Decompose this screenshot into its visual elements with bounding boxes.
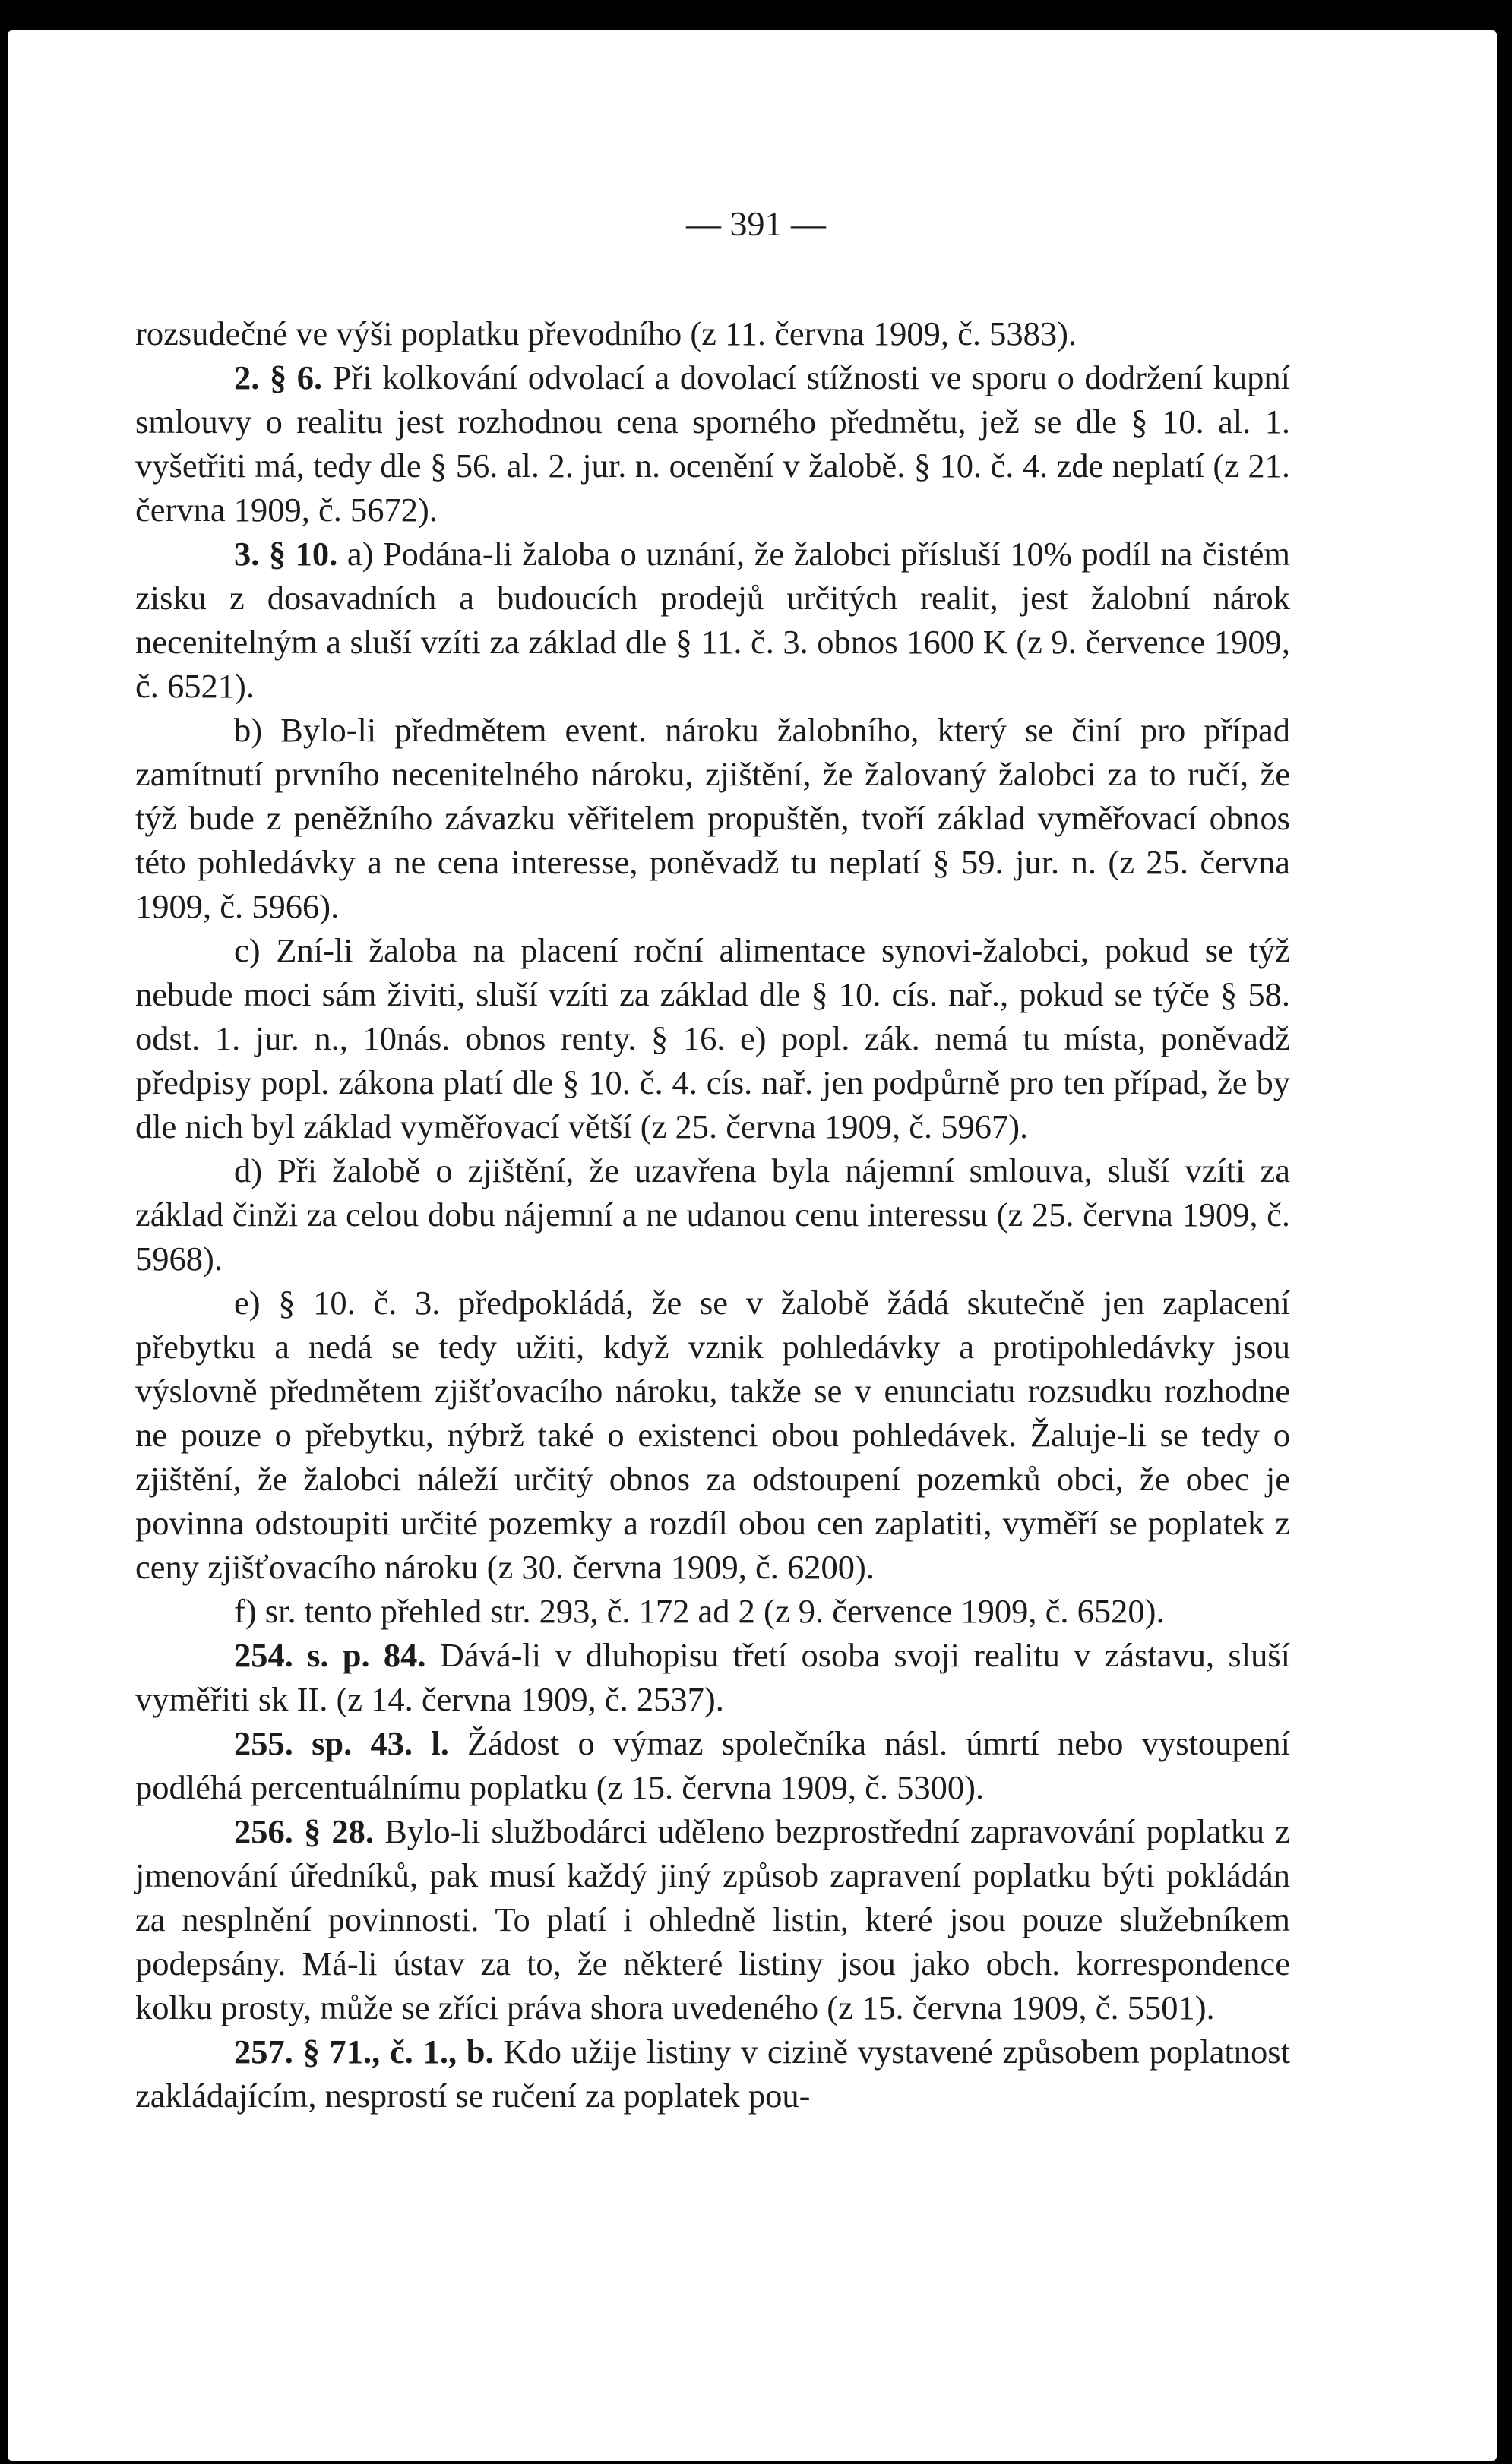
entry-text: d) Při žalobě o zjištění, že uzavřena byla nájemní smlouva, sluší vzíti za základ činži za celou dobu nájemní a ne udanou cenu interessu (z 25. června 1909, č. 5968). <box>135 1151 1290 1278</box>
entry-3 <box>135 708 1290 928</box>
entry-text: e) § 10. č. 3. předpokládá, že se v žalobě žádá skutečně jen zaplacení přebytku a nedá se tedy užiti, když vznik pohledávky a protipohledávky jsou výslovně předmětem zjišťovacího nároku, takže se v enunciatu rozsudku rozhodne ne pouze o přebytku, nýbrž také o existenci obou pohledávek. Žaluje-li se tedy o zjištění, že žalobci náleží určitý obnos za odstoupení pozemků obci, že obec je povinna odstoupiti určité pozemky a rozdíl obou cen zaplatiti, vyměří se poplatek z ceny zjišťovacího nároku (z 30. června 1909, č. 6200). <box>135 1284 1290 1586</box>
entry-8 <box>135 1633 1290 1721</box>
entry-lead: 2. § 6. <box>234 359 323 396</box>
entry-lead: 256. § 28. <box>234 1812 374 1850</box>
entry-lead: 254. s. p. 84. <box>234 1636 426 1674</box>
page-number: — 391 — <box>686 204 826 243</box>
entry-text: Kdo užije listiny v cizině vystavené způsobem poplatnost zakládajícím, nesprostí se ručení za poplatek pou- <box>135 2033 1290 2115</box>
entry-text: Žádost o výmaz společníka násl. úmrtí nebo vystoupení podléhá percentuálnímu poplatku (z 15. června 1909, č. 5300). <box>135 1724 1290 1806</box>
entry-text: a) Podána-li žaloba o uznání, že žalobci přísluší 10% podíl na čistém zisku z dosavadních a budoucích prodejů určitých realit, jest žalobní nárok necenitelným a sluší vzíti za základ dle § 11. č. 3. obnos 1600 K (z 9. července 1909, č. 6521). <box>135 535 1290 705</box>
entry-text: c) Zní-li žaloba na placení roční alimentace synovi-žalobci, pokud se týž nebude moci sám živiti, sluší vzíti za základ dle § 10. cís. nař., pokud se týče § 58. odst. 1. jur. n., 10nás. obnos renty. § 16. e) popl. zák. nemá tu místa, poněvadž předpisy popl. zákona platí dle § 10. č. 4. cís. nař. jen podpůrně pro ten případ, že by dle nich byl základ vyměřovací větší (z 25. června 1909, č. 5967). <box>135 931 1290 1145</box>
entry-lead: 257. § 71., č. 1., b. <box>234 2033 494 2071</box>
entry-lead: 3. § 10. <box>234 535 338 573</box>
entry-5 <box>135 1148 1290 1281</box>
entry-2 <box>135 532 1290 708</box>
entry-6 <box>135 1281 1290 1589</box>
entry-text: f) sr. tento přehled str. 293, č. 172 ad 2 (z 9. července 1909, č. 6520). <box>234 1592 1165 1630</box>
entry-0 <box>135 311 1290 355</box>
entry-1 <box>135 355 1290 532</box>
entry-lead: 255. sp. 43. l. <box>234 1724 449 1762</box>
entry-text: rozsudečné ve výši poplatku převodního (z 11. června 1909, č. 5383). <box>135 314 1077 352</box>
page-body <box>135 311 1290 2118</box>
entry-10 <box>135 1809 1290 2030</box>
entry-text: Dává-li v dluhopisu třetí osoba svoji realitu v zástavu, sluší vyměřiti sk II. (z 14. června 1909, č. 2537). <box>135 1636 1290 1718</box>
entry-9 <box>135 1721 1290 1809</box>
entry-4 <box>135 928 1290 1148</box>
entry-text: Při kolkování odvolací a dovolací stížnosti ve sporu o dodržení kupní smlouvy o realitu jest rozhodnou cena sporného předmětu, jež se dle § 10. al. 1. vyšetřiti má, tedy dle § 56. al. 2. jur. n. ocenění v žalobě. § 10. č. 4. zde neplatí (z 21. června 1909, č. 5672). <box>135 359 1291 529</box>
entry-7 <box>135 1589 1290 1633</box>
entry-text: b) Bylo-li předmětem event. nároku žalobního, který se činí pro případ zamítnutí prvního necenitelného nároku, zjištění, že žalovaný žalobci za to ručí, že týž bude z peněžního závazku věřitelem propuštěn, tvoří základ vyměřovací obnos této pohledávky a ne cena interesse, poněvadž tu neplatí § 59. jur. n. (z 25. června 1909, č. 5966). <box>135 711 1290 925</box>
entry-text: Bylo-li službodárci uděleno bezprostřední zapravování poplatku z jmenování úředníků, pak musí každý jiný způsob zapravení poplatku býti pokládán za nesplnění povinnosti. To platí i ohledně listin, které jsou pouze služebníkem podepsány. Má-li ústav za to, že některé listiny jsou jako obch. korrespondence kolku prosty, může se zříci práva shora uvedeného (z 15. června 1909, č. 5501). <box>135 1812 1291 2026</box>
entry-11 <box>135 2030 1290 2118</box>
